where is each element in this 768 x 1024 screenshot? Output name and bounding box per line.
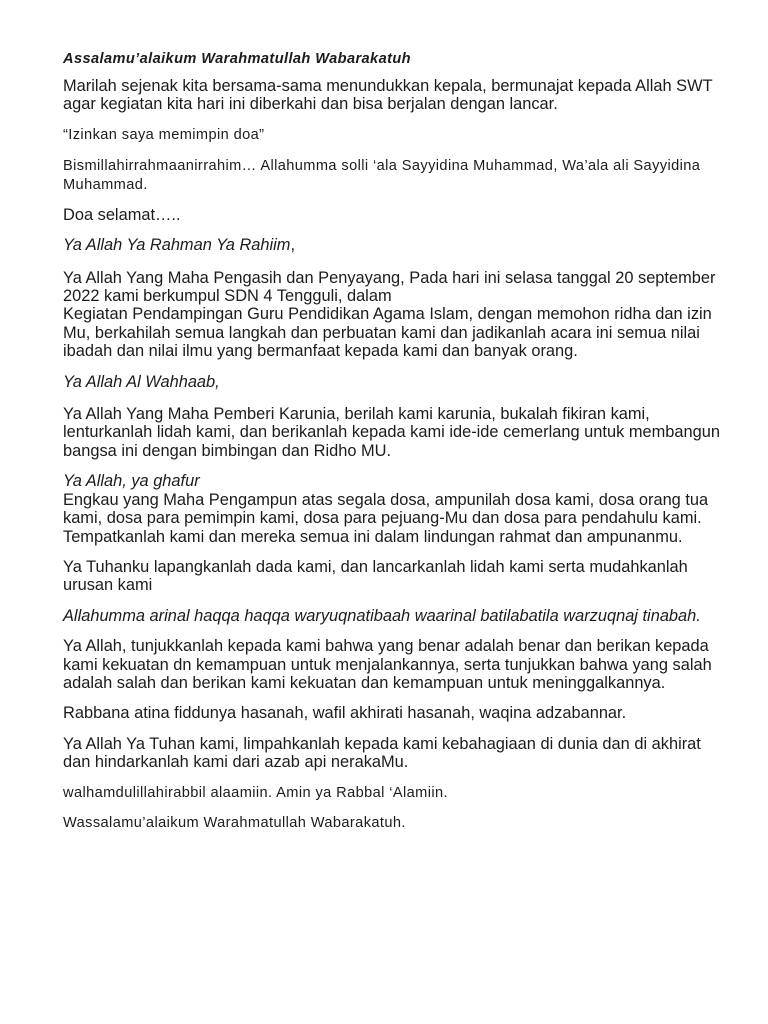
paragraph-1b: Kegiatan Pendampingan Guru Pendidikan Agama Islam, dengan memohon ridha dan izin Mu, berkahilah semua langkah dan perbuatan kami dan jadikanlah acara ini semua nilai ibadah dan nilai ilmu yang bermanfaat kepada kami dan banyak orang. (63, 305, 712, 361)
rabbana-prayer: Rabbana atina fiddunya hasanah, wafil akhirati hasanah, waqina adzabannar. (63, 704, 627, 723)
greeting-title: Assalamu’alaikum Warahmatullah Wabarakatuh (63, 51, 411, 67)
paragraph-1a: Ya Allah Yang Maha Pengasih dan Penyayang, Pada hari ini selasa tanggal 20 september 2022 kami berkumpul SDN 4 Tengguli, dalam (63, 268, 716, 306)
lead-prayer-request: “Izinkan saya memimpin doa” (63, 126, 265, 143)
heading-ya-rahman-text: Ya Allah Ya Rahman Ya Rahiim (63, 236, 291, 255)
bismillah-paragraph (63, 156, 723, 194)
bismillah-text: Bismillahirrahmaanirrahim… Allahumma solli ‘ala Sayyidina Muhammad, Wa’ala ali Sayyidina Muhammad. (63, 157, 701, 193)
paragraph-4: Ya Tuhanku lapangkanlah dada kami, dan lancarkanlah lidah kami serta mudahkanlah urusan kami (63, 557, 688, 595)
prayer-document (63, 50, 723, 832)
paragraph-3: Engkau yang Maha Pengampun atas segala dosa, ampunilah dosa kami, dosa orang tua kami, dosa para pemimpin kami, dosa para pejuang-Mu dan dosa para pendahulu kami. Tempatkanlah kami dan mereka semua ini dalam lindungan rahmat dan ampunanmu. (63, 490, 709, 546)
heading-al-wahhaab: Ya Allah Al Wahhaab, (63, 372, 220, 391)
heading-ya-rahman-comma: , (290, 236, 296, 255)
paragraph-2: Ya Allah Yang Maha Pemberi Karunia, berilah kami karunia, bukalah fikiran kami, lenturkanlah lidah kami, dan berikanlah kepada kami ide-ide cemerlang untuk membangun bangsa ini dengan bimbingan dan Ridho MU. (63, 405, 720, 460)
paragraph-5: Ya Allah, tunjukkanlah kepada kami bahwa yang benar adalah benar dan berikan kepada kami kekuatan dn kemampuan untuk menjalankannya, serta tunjukkan bahwa yang salah adalah salah dan berikan kami kekuatan dan kemampuan untuk meninggalkannya. (63, 637, 712, 692)
arabic-prayer: Allahumma arinal haqqa haqqa waryuqnatibaah waarinal batilabatila warzuqnaj tinabah. (63, 606, 701, 625)
doa-selamat-line: Doa selamat….. (63, 205, 181, 224)
closing-salam: Wassalamu’alaikum Warahmatullah Wabarakatuh. (63, 814, 406, 831)
intro-paragraph: Marilah sejenak kita bersama-sama menundukkan kepala, bermunajat kepada Allah SWT agar kegiatan kita hari ini diberkahi dan bisa berjalan dengan lancar. (63, 77, 713, 114)
closing-amin: walhamdulillahirabbil alaamiin. Amin ya Rabbal ‘Alamiin. (63, 784, 448, 801)
heading-ya-ghafur: Ya Allah, ya ghafur (63, 472, 200, 491)
heading-ya-rahman (63, 236, 723, 254)
paragraph-6: Ya Allah Ya Tuhan kami, limpahkanlah kepada kami kebahagiaan di dunia dan di akhirat dan hindarkanlah kami dari azab api nerakaMu. (63, 734, 701, 772)
